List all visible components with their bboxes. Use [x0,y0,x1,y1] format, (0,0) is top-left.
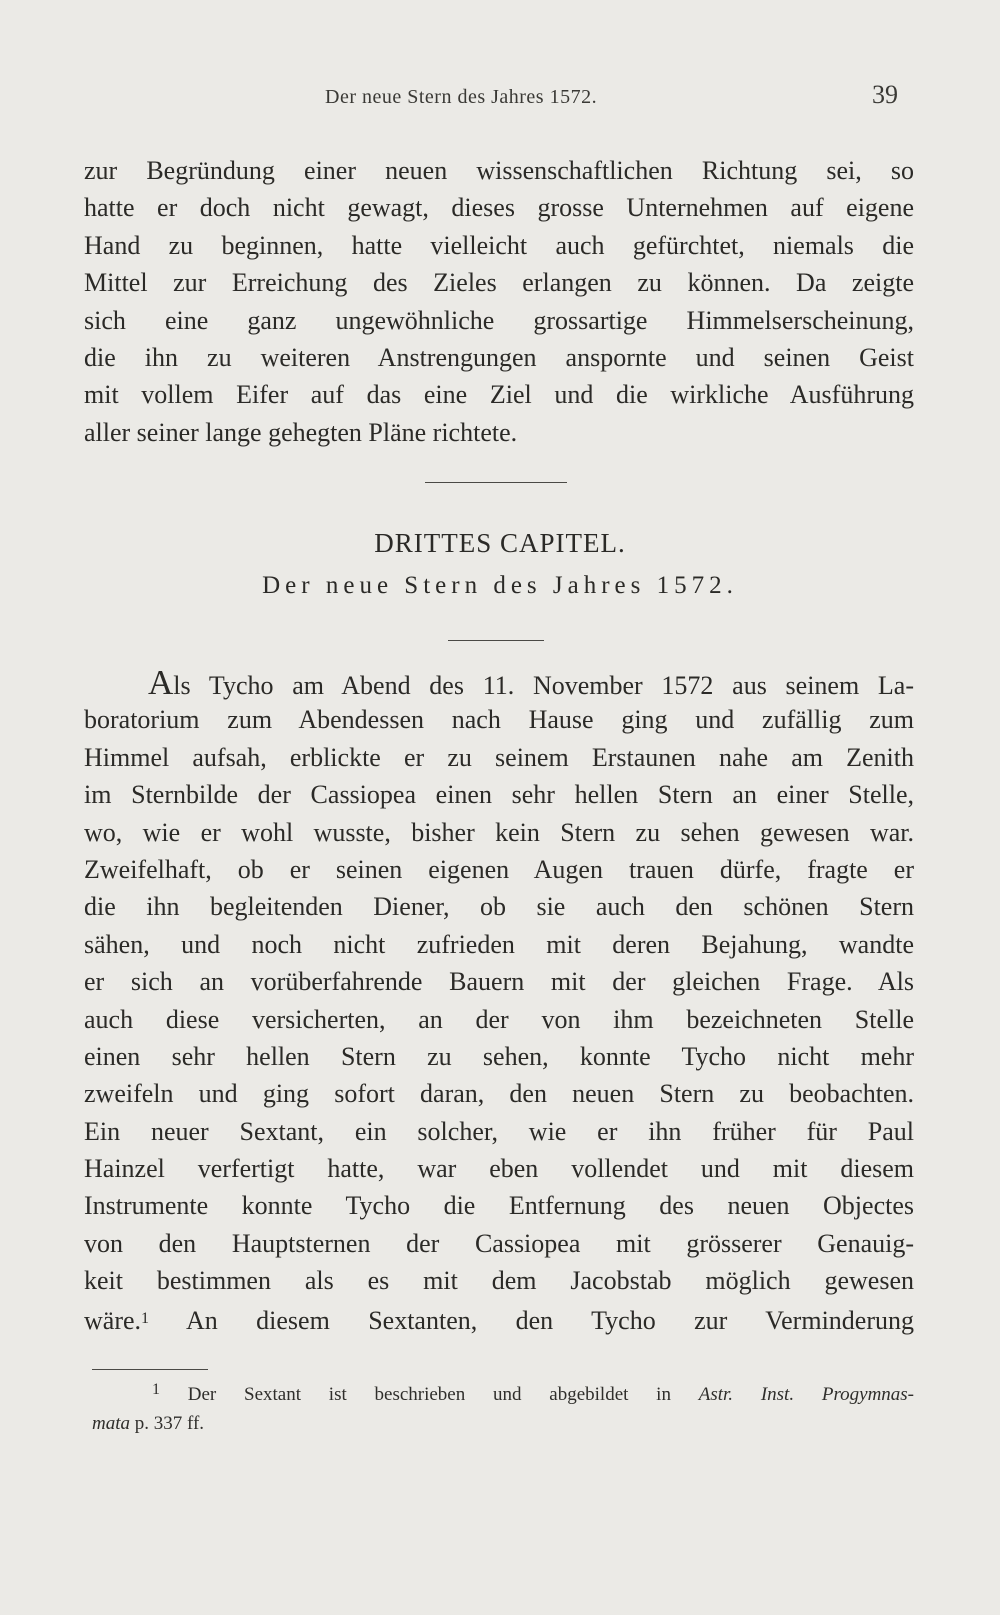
running-header: Der neue Stern des Jahres 1572. [325,86,598,108]
text-line: von den Hauptsternen der Cassiopea mit grösserer Genauig- [84,1228,914,1258]
text-line: auch diese versicherten, an der von ihm bezeichneten Stelle [84,1004,914,1034]
text-fragment: wäre. [84,1305,142,1335]
text-line: Ein neuer Sextant, ein solcher, wie er ihn früher für Paul [84,1116,914,1146]
text-line: einen sehr hellen Stern zu sehen, konnte Tycho nicht mehr [84,1041,914,1071]
text-line: keit bestimmen als es mit dem Jacobstab möglich gewesen [84,1266,914,1296]
text-line: aller seiner lange gehegten Pläne richtete. [84,417,518,447]
text-line: Zweifelhaft, ob er seinen eigenen Augen trauen dürfe, fragte er [84,854,914,884]
chapter-label: DRITTES CAPITEL. [374,528,626,558]
text-line-first [84,664,914,701]
text-line: die ihn begleitenden Diener, ob sie auch den schönen Stern [84,892,914,922]
footnote-reference: 1 [141,1309,150,1327]
text-line: Instrumente konnte Tycho die Entfernung des neuen Objectes [84,1191,914,1221]
text-line: mit vollem Eifer auf das eine Ziel und die wirkliche Ausführung [84,380,914,410]
footnote-mark: 1 [152,1381,160,1398]
text-line: Mittel zur Erreichung des Zieles erlangen zu können. Da zeigte [84,268,914,298]
text-line: Himmel aufsah, erblickte er zu seinem Erstaunen nahe am Zenith [84,742,914,772]
text-line: die ihn zu weiteren Anstrengungen anspornte und seinen Geist [84,342,914,372]
footnote-text: Der Sextant ist beschrieben und abgebildet in [187,1384,699,1405]
text-line: er sich an vorüberfahrende Bauern mit der gleichen Frage. Als [84,967,914,997]
footnote [92,1373,914,1441]
paragraph-top [84,152,914,451]
text-line: Hand zu beginnen, hatte vielleicht auch gefürchtet, niemals die [84,230,914,260]
text-line: Hainzel verfertigt hatte, war eben vollendet und mit diesem [84,1154,914,1184]
text-line: wo, wie er wohl wusste, bisher kein Stern zu sehen gewesen war. [84,817,914,847]
text-line: boratorium zum Abendessen nach Hause ging und zufällig zum [84,705,914,735]
footnote-line [92,1373,914,1407]
text-line: im Sternbilde der Cassiopea einen sehr hellen Stern an einer Stelle, [84,780,914,810]
text-line: sähen, und noch nicht zufrieden mit deren Bejahung, wandte [84,929,914,959]
text-line: sich eine ganz ungewöhnliche grossartige Himmelserscheinung, [84,305,914,335]
footnote-rule [92,1369,208,1370]
page-number: 39 [872,80,898,109]
footnote-text: p. 337 ff. [130,1413,205,1434]
paragraph-main [84,664,914,1337]
text-line: zweifeln und ging sofort daran, den neuen Stern zu beobachten. [84,1079,914,1109]
section-divider [425,482,567,483]
text-fragment: An diesem Sextanten, den Tycho zur Verminderung [149,1305,914,1335]
chapter-divider [448,640,544,641]
footnote-citation: mata [92,1413,130,1434]
footnote-line [92,1407,914,1441]
text-line: zur Begründung einer neuen wissenschaftlichen Richtung sei, so [84,156,914,185]
chapter-title: Der neue Stern des Jahres 1572. [262,572,738,599]
text-line-last [84,1300,914,1337]
footnote-citation: Astr. Inst. Progymnas- [698,1384,915,1405]
text-line: hatte er doch nicht gewagt, dieses grosse Unternehmen auf eigene [84,193,914,223]
first-line-text: ls Tycho am Abend des 11. November 1572 aus seinem La- [173,671,914,700]
drop-capital: A [148,663,174,702]
